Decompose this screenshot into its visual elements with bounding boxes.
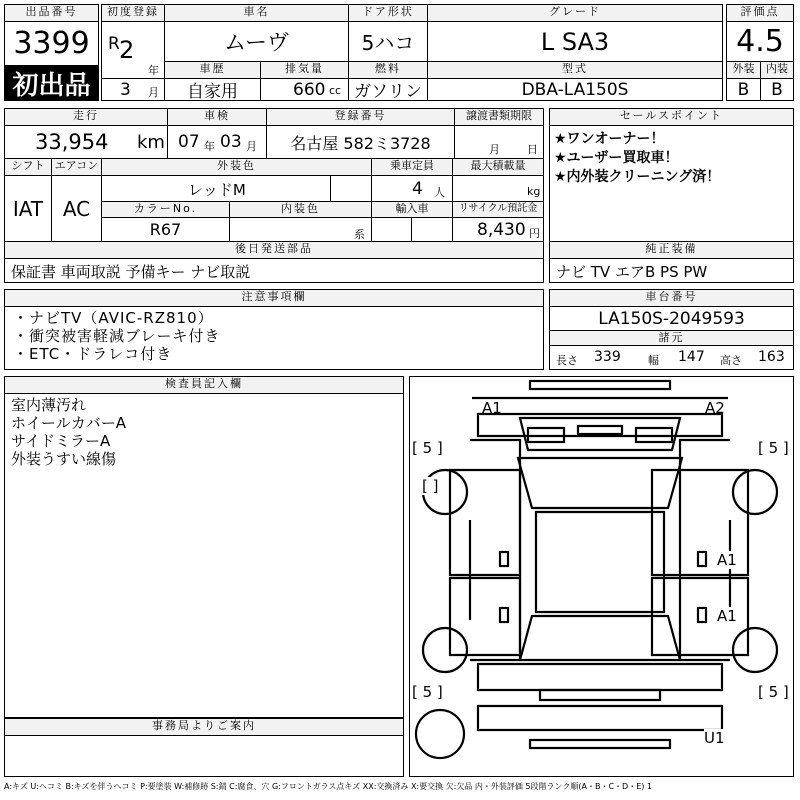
- inspector-item: 外装うすい線傷: [11, 450, 117, 468]
- length: 339: [594, 349, 621, 365]
- aircon: AC: [51, 175, 102, 242]
- ext-color-cell: [101, 175, 331, 202]
- tire-rating-spare: [ ]: [422, 477, 439, 495]
- door-label: ドア形状: [348, 4, 428, 22]
- tire-rating-rear-left: [ 5 ]: [412, 683, 443, 701]
- int-color-unit: 系: [354, 228, 365, 241]
- mileage-unit: km: [137, 132, 165, 153]
- ext-grade-label: 外装: [726, 61, 761, 79]
- inspection-year: 07: [178, 132, 200, 152]
- reg-month-cell: [101, 78, 165, 101]
- fuel-label: 燃料: [348, 61, 428, 79]
- history: 自家用: [164, 78, 261, 101]
- inspector-item: ホイールカバーA: [11, 414, 126, 432]
- score: 4.5: [726, 21, 794, 62]
- capacity-unit: 人: [434, 186, 445, 199]
- car-name: ムーヴ: [164, 21, 349, 62]
- sales-points-label: セールスポイント: [549, 108, 794, 126]
- plate-label: 登録番号: [266, 108, 455, 126]
- dims-cell: [549, 345, 794, 370]
- notes-box: [4, 306, 544, 370]
- inspection-label: 車検: [167, 108, 267, 126]
- damage-a2-front-right: A2: [705, 399, 725, 417]
- inspection-cell: [167, 125, 267, 159]
- transfer-label: 譲渡書類期限: [454, 108, 544, 126]
- reg-year: 2: [119, 36, 135, 64]
- shift-label: シフト: [4, 158, 52, 176]
- transfer-day: 日: [527, 143, 538, 156]
- mileage-cell: [4, 125, 168, 159]
- later-parts: 保証書 車両取説 予備キー ナビ取説: [11, 263, 251, 281]
- chassis-number: LA150S-2049593: [549, 306, 794, 331]
- int-color-label: 内装色: [229, 201, 372, 218]
- import-label: 輸入車: [371, 201, 453, 218]
- displacement-label: 排気量: [260, 61, 349, 79]
- transfer-cell: [454, 125, 544, 159]
- tire-rating-front-right: [ 5 ]: [758, 439, 789, 457]
- score-label: 評価点: [726, 4, 794, 22]
- note-item: ・衝突被害軽減ブレーキ付き: [13, 327, 221, 345]
- width: 147: [678, 349, 705, 365]
- transfer-month: 月: [489, 143, 500, 156]
- capacity-cell: [371, 175, 453, 202]
- recycle-unit: 円: [529, 227, 540, 240]
- lot-number: 3399: [4, 21, 99, 66]
- displacement: 660: [293, 80, 326, 100]
- recycle-label: リサイクル預託金: [452, 201, 544, 218]
- later-parts-label: 後日発送部品: [4, 241, 544, 259]
- height: 163: [758, 349, 785, 365]
- load-unit: kg: [527, 185, 541, 198]
- era: R: [108, 34, 120, 54]
- inspector-label: 検査員記入欄: [4, 376, 404, 394]
- recycle: 8,430: [477, 220, 526, 240]
- load-cell: [452, 175, 544, 202]
- sales-point-item: ★内外装クリーニング済！: [554, 169, 721, 185]
- height-label: 高さ: [720, 354, 742, 367]
- color-no: R67: [101, 217, 230, 242]
- equipment-cell: [549, 258, 794, 283]
- inspector-item: サイドミラーA: [11, 432, 111, 450]
- aircon-label: エアコン: [51, 158, 102, 176]
- history-label: 車歴: [164, 61, 261, 79]
- notes-label: 注意事項欄: [4, 289, 544, 307]
- capacity-label: 乗車定員: [371, 158, 453, 176]
- recycle-cell: [452, 217, 544, 242]
- capacity: 4: [412, 179, 423, 199]
- reg-year-unit: 年: [148, 64, 159, 77]
- shift: IAT: [4, 175, 52, 242]
- inspector-item: 室内薄汚れ: [11, 396, 87, 414]
- displacement-unit: cc: [329, 84, 342, 97]
- import-cell-1: [371, 217, 412, 242]
- ext-color: レッドM: [188, 181, 246, 199]
- mileage-label: 走行: [4, 108, 168, 126]
- door-type: 5ハコ: [348, 21, 428, 62]
- grade: L SA3: [427, 21, 723, 62]
- damage-a1-front-left: A1: [482, 399, 502, 417]
- color-no-label: カラーNo.: [101, 201, 230, 218]
- note-item: ・ETC・ドラレコ付き: [13, 345, 173, 363]
- int-grade: B: [760, 78, 794, 101]
- displacement-cell: [260, 78, 349, 101]
- damage-a1-side-front: A1: [717, 551, 737, 569]
- int-color-cell: [229, 217, 372, 242]
- int-grade-label: 内装: [760, 61, 794, 79]
- first-reg-label: 初度登録: [101, 4, 165, 22]
- model-label: 型式: [427, 61, 723, 79]
- ext-grade: B: [726, 78, 761, 101]
- inspector-box: [4, 393, 404, 718]
- damage-a1-side-rear: A1: [717, 607, 737, 625]
- damage-diagram-panel: [409, 376, 794, 777]
- sales-points-box: [549, 125, 794, 242]
- dims-label: 諸元: [549, 330, 794, 346]
- later-parts-cell: [4, 258, 544, 283]
- first-listing-badge: 初出品: [4, 65, 99, 101]
- length-label: 長さ: [556, 354, 578, 367]
- load-label: 最大積載量: [452, 158, 544, 176]
- plate: 名古屋 582ミ3728: [266, 125, 455, 159]
- chassis-label: 車台番号: [549, 289, 794, 307]
- car-name-label: 車名: [164, 4, 349, 22]
- sales-point-item: ★ユーザー買取車！: [554, 150, 679, 166]
- legend: A:キズ U:ヘコミ B:キズを伴うヘコミ P:要塗装 W:補修跡 S:錆 C:腐食、穴 G:フロントガラス点キズ XX:交換済み X:要交換 欠:欠品 内・外装評価 5段階ランク順(A・B・C・D・E) 1: [4, 782, 653, 791]
- lot-number-label: 出品番号: [4, 4, 99, 22]
- inspection-month-unit: 月: [246, 140, 257, 153]
- equipment-label: 純正装備: [549, 241, 794, 259]
- tire-rating-rear-right: [ 5 ]: [758, 683, 789, 701]
- mileage: 33,954: [35, 130, 109, 154]
- tire-rating-front-left: [ 5 ]: [412, 439, 443, 457]
- first-reg-cell: [101, 21, 165, 79]
- reg-month: 3: [120, 80, 131, 100]
- note-item: ・ナビTV（AVIC-RZ810）: [13, 309, 214, 327]
- equipment: ナビ TV エアB PS PW: [556, 263, 708, 281]
- sales-point-item: ★ワンオーナー！: [554, 131, 665, 147]
- width-label: 幅: [648, 354, 659, 367]
- fuel: ガソリン: [348, 78, 428, 101]
- reg-month-unit: 月: [148, 86, 159, 99]
- office-label: 事務局よりご案内: [4, 718, 404, 736]
- ext-color-extra-cell: [330, 175, 372, 202]
- model: DBA-LA150S: [427, 78, 723, 101]
- inspection-month: 03: [220, 132, 242, 152]
- inspection-year-unit: 年: [204, 140, 215, 153]
- grade-label: グレード: [427, 4, 723, 22]
- import-cell-2: [411, 217, 453, 242]
- office-box: [4, 735, 404, 777]
- ext-color-label: 外装色: [101, 158, 372, 176]
- damage-u1-rear: U1: [704, 729, 725, 747]
